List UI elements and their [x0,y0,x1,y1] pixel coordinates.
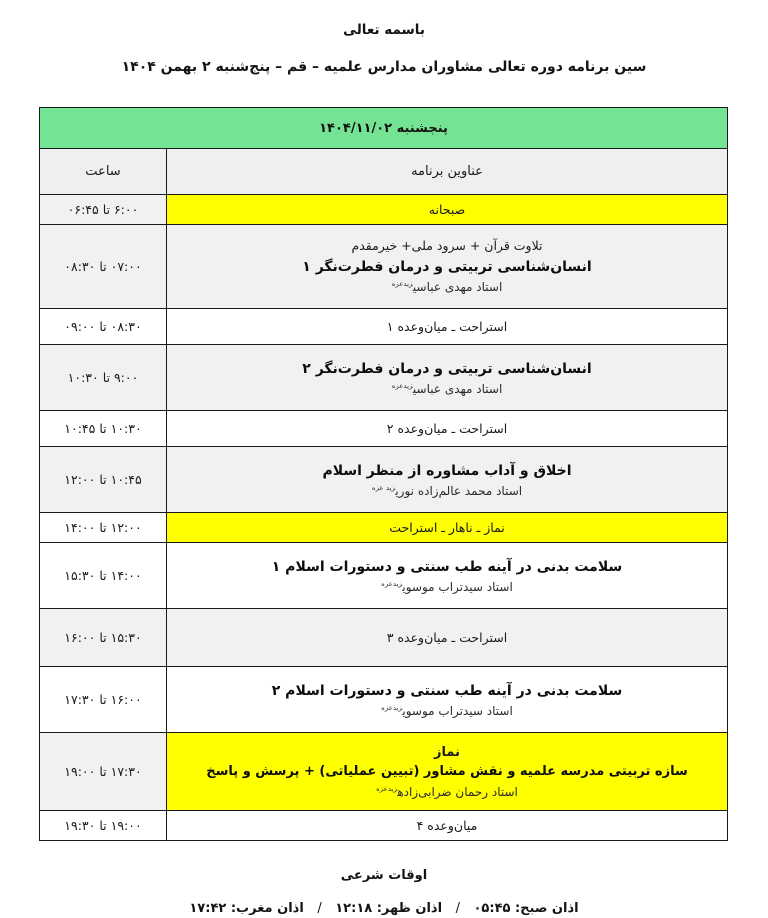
program-pre: تلاوت قرآن + سرود ملی+ خیرمقدم [351,238,543,254]
table-row [39,309,727,345]
program-main: انسان‌شناسی تربیتی و درمان فطرت‌نگر ۱ [302,259,592,276]
program-instructor [167,380,727,398]
time-cell: ۶:۰۰ تا ۰۶:۴۵ [39,195,166,225]
program-cell [167,309,728,345]
table-row [39,609,727,667]
document-heading: باسمه تعالی [343,22,425,38]
program-main: نماز ـ ناهار ـ استراحت [389,519,505,535]
instructor-name: استاد سیدتراب موسوی [402,580,513,595]
program-cell [167,411,728,447]
program-instructor [167,278,727,296]
honorific-mark: زیدعزه [391,280,413,289]
fajr-time: ۰۵:۴۵ [473,900,511,916]
document-subheading: سین برنامه دوره تعالی مشاوران مدارس علمیه – قم – پنج‌شنبه ۲ بهمن ۱۴۰۴ [121,59,647,76]
program-pre: نماز [434,744,460,760]
program-cell [167,667,728,733]
program-cell [167,543,728,609]
time-cell: ۱۷:۳۰ تا ۱۹:۰۰ [39,733,166,811]
time-cell: ۱۰:۴۵ تا ۱۲:۰۰ [39,447,166,513]
column-header-time: ساعت [39,149,166,195]
honorific-mark: زیدعزه [381,580,403,589]
program-cell [167,811,728,841]
instructor-name: استاد مهدی عباسی [412,280,503,295]
program-cell [167,609,728,667]
honorific-mark: زیدعزه [391,382,413,391]
time-cell: ۰۷:۰۰ تا ۰۸:۳۰ [39,225,166,309]
honorific-mark: زیدعزه [376,785,398,794]
maghrib-label: اذان مغرب: [230,900,304,916]
program-main: انسان‌شناسی تربیتی و درمان فطرت‌نگر ۲ [302,360,592,377]
time-cell: ۱۹:۰۰ تا ۱۹:۳۰ [39,811,166,841]
program-main: سازه تربیتی مدرسه علمیه و نقش مشاور (تبیین عملیاتی) + پرسش و پاسخ [206,764,688,780]
time-cell: ۰۸:۳۰ تا ۰۹:۰۰ [39,309,166,345]
table-row [39,447,727,513]
time-cell: ۱۶:۰۰ تا ۱۷:۳۰ [39,667,166,733]
program-main: استراحت ـ میان‌وعده ۲ [386,420,508,436]
date-banner-cell: پنجشنبه ۱۴۰۴/۱۱/۰۲ [39,108,727,149]
footer-separator: / [455,900,460,916]
program-instructor [167,578,727,596]
instructor-name: استاد سیدتراب موسوی [402,704,513,719]
column-header-title: عناوین برنامه [167,149,728,195]
instructor-name: استاد محمد عالم‌زاده نوری [395,484,523,499]
program-main: صبحانه [428,201,466,217]
table-row [39,225,727,309]
time-cell: ۱۲:۰۰ تا ۱۴:۰۰ [39,513,166,543]
time-cell: ۱۰:۳۰ تا ۱۰:۴۵ [39,411,166,447]
program-main: سلامت بدنی در آینه طب سنتی و دستورات اسلام ۲ [271,682,623,699]
prayer-times-footer [0,867,768,917]
table-row [39,543,727,609]
time-cell: ۱۴:۰۰ تا ۱۵:۳۰ [39,543,166,609]
schedule-table [39,107,728,841]
date-banner-row [39,108,727,149]
table-row [39,195,727,225]
program-main: اخلاق و آداب مشاوره از منظر اسلام [322,462,572,479]
footer-separator: / [317,900,322,916]
maghrib-time: ۱۷:۴۲ [189,900,227,916]
program-main: سلامت بدنی در آینه طب سنتی و دستورات اسلام ۱ [271,558,623,575]
program-cell [167,733,728,811]
table-row [39,733,727,811]
column-header-row [39,149,727,195]
program-cell [167,345,728,411]
program-main: استراحت ـ میان‌وعده ۳ [386,629,508,645]
table-row [39,667,727,733]
program-cell [167,195,728,225]
table-row [39,345,727,411]
program-instructor [167,783,727,801]
honorific-mark: زیدعزه [381,704,403,713]
footer-title: اوقات شرعی [340,868,428,884]
table-row [39,513,727,543]
program-instructor [167,482,727,500]
table-row [39,411,727,447]
table-row [39,811,727,841]
program-cell [167,447,728,513]
honorific-mark: زید عزه [371,484,396,493]
program-main: استراحت ـ میان‌وعده ۱ [386,318,508,334]
program-instructor [167,702,727,720]
instructor-name: استاد رحمان ضرابی‌زاده [397,785,518,800]
instructor-name: استاد مهدی عباسی [412,382,503,397]
fajr-label: اذان صبح: [514,900,579,916]
program-cell [167,225,728,309]
dhuhr-label: اذان ظهر: [376,900,443,916]
dhuhr-time: ۱۲:۱۸ [335,900,373,916]
time-cell: ۹:۰۰ تا ۱۰:۳۰ [39,345,166,411]
time-cell: ۱۵:۳۰ تا ۱۶:۰۰ [39,609,166,667]
schedule-table-wrapper [40,107,728,841]
program-main: میان‌وعده ۴ [416,817,478,833]
program-cell [167,513,728,543]
